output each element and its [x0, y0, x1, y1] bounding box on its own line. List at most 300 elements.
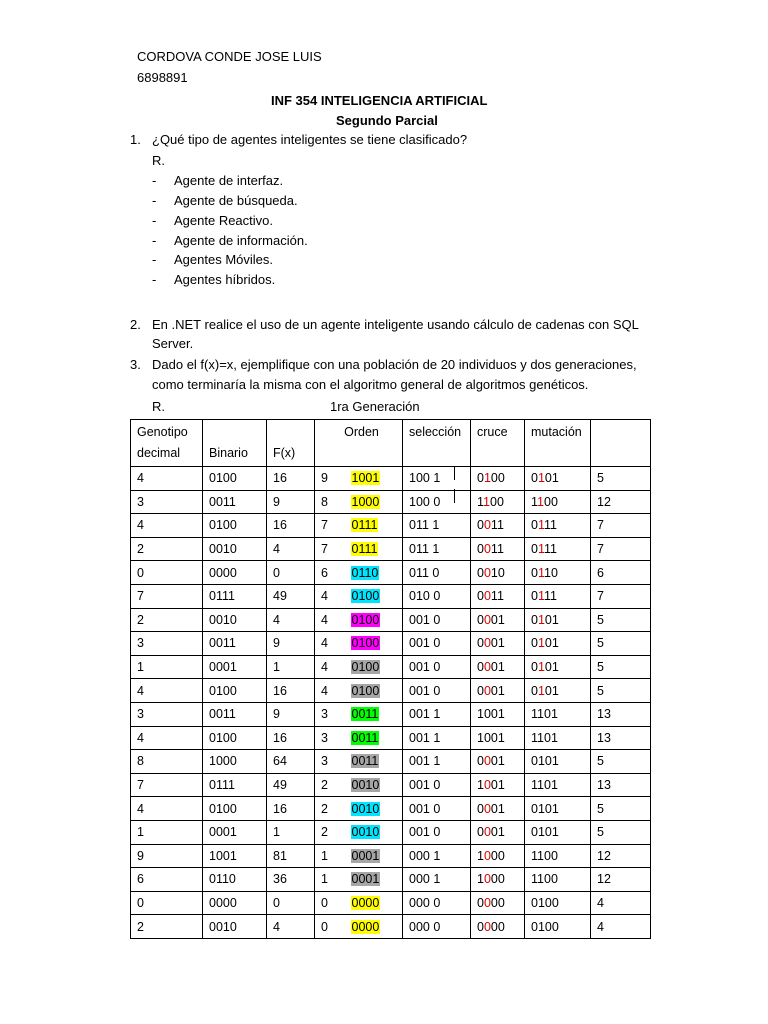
- bit: 1: [490, 518, 497, 533]
- cell-crossover: [471, 797, 525, 821]
- list-item-text: Agentes Móviles.: [174, 252, 273, 267]
- crossover-marker: [454, 466, 455, 480]
- bit: 0: [497, 872, 505, 887]
- bit: 0: [477, 518, 484, 533]
- bit: 1: [497, 636, 505, 651]
- bit: 1: [531, 848, 538, 863]
- cell-order-binary: [345, 584, 403, 608]
- cell-decimal: 1: [131, 820, 203, 844]
- cell-order-binary: [345, 679, 403, 703]
- cell-selection: 000 1: [403, 844, 471, 868]
- bit: 0: [483, 660, 491, 675]
- bit: 0: [531, 919, 538, 934]
- cell-result: 6: [591, 561, 651, 585]
- cell-mutation: [525, 750, 591, 774]
- cell-selection: 000 1: [403, 868, 471, 892]
- bit: 1: [551, 660, 559, 675]
- table-row: [131, 844, 651, 868]
- highlighted-binary: 0100: [351, 683, 380, 698]
- cell-order-value: 4: [315, 679, 345, 703]
- bit: 1: [550, 707, 558, 722]
- bit: 0: [531, 542, 538, 557]
- bit: 0: [544, 471, 552, 486]
- header-orden-label: Orden: [344, 425, 379, 439]
- bit: 0: [490, 683, 498, 698]
- cell-fx: 1: [267, 655, 315, 679]
- bit: 0: [531, 683, 538, 698]
- bit: 0: [483, 825, 491, 840]
- cell-order-value: 7: [315, 514, 345, 538]
- cell-binary: 0000: [203, 891, 267, 915]
- cell-result: 5: [591, 797, 651, 821]
- highlighted-binary: 0010: [351, 825, 380, 840]
- cell-selection: 010 0: [403, 584, 471, 608]
- cell-fx: 16: [267, 797, 315, 821]
- question-2-number: 2.: [130, 317, 141, 332]
- cell-mutation: [525, 490, 591, 514]
- answer-list-item: [152, 172, 284, 190]
- cell-decimal: 4: [131, 514, 203, 538]
- cell-decimal: 3: [131, 702, 203, 726]
- cell-crossover: [471, 514, 525, 538]
- bit: 0: [497, 895, 505, 910]
- highlighted-binary: 0000: [351, 919, 380, 934]
- bit: 1: [497, 778, 505, 793]
- cell-crossover: [471, 537, 525, 561]
- bit: 1: [551, 683, 559, 698]
- exam-title: Segundo Parcial: [336, 113, 438, 128]
- cell-order-value: 4: [315, 608, 345, 632]
- cell-decimal: 0: [131, 561, 203, 585]
- highlighted-binary: 1001: [351, 471, 380, 486]
- cell-order-value: 3: [315, 702, 345, 726]
- bit: 1: [531, 778, 538, 793]
- cell-decimal: 1: [131, 655, 203, 679]
- cell-mutation: [525, 608, 591, 632]
- crossover-marker: [454, 489, 455, 503]
- bit: 1: [537, 848, 544, 863]
- cell-crossover: [471, 561, 525, 585]
- table-header-row: [131, 420, 651, 467]
- cell-crossover: [471, 820, 525, 844]
- list-item-text: Agentes híbridos.: [174, 272, 276, 287]
- cell-binary: 0011: [203, 632, 267, 656]
- cell-fx: 9: [267, 490, 315, 514]
- bit: 1: [477, 494, 484, 509]
- cell-crossover: [471, 868, 525, 892]
- cell-order-binary: [345, 632, 403, 656]
- cell-selection: 001 1: [403, 726, 471, 750]
- cell-mutation: [525, 820, 591, 844]
- table-row: [131, 679, 651, 703]
- cell-result: 13: [591, 726, 651, 750]
- bit: 0: [483, 542, 491, 557]
- cell-mutation: [525, 467, 591, 491]
- bit: 0: [543, 707, 551, 722]
- genetic-algorithm-table: [130, 419, 651, 939]
- bit: 0: [477, 660, 484, 675]
- bit: 0: [483, 919, 491, 934]
- bit: 0: [544, 919, 552, 934]
- cell-decimal: 2: [131, 608, 203, 632]
- highlighted-binary: 0110: [351, 565, 379, 580]
- cell-binary: 0100: [203, 467, 267, 491]
- cell-decimal: 2: [131, 915, 203, 939]
- list-bullet: -: [152, 233, 157, 248]
- bit: 0: [544, 825, 552, 840]
- cell-binary: 0100: [203, 514, 267, 538]
- answer-list-item: [152, 271, 276, 289]
- bit: 1: [531, 730, 538, 745]
- cell-order-value: 3: [315, 726, 345, 750]
- bit: 1: [551, 801, 559, 816]
- list-bullet: -: [152, 272, 157, 287]
- bit: 1: [496, 589, 504, 604]
- cell-mutation: [525, 655, 591, 679]
- cell-binary: 0001: [203, 655, 267, 679]
- cell-mutation: [525, 844, 591, 868]
- cell-binary: 0111: [203, 773, 267, 797]
- bit: 0: [483, 565, 491, 580]
- cell-order-value: 2: [315, 797, 345, 821]
- bit: 0: [483, 612, 491, 627]
- bit: 1: [537, 471, 545, 486]
- cell-selection: 000 0: [403, 891, 471, 915]
- cell-binary: 0110: [203, 868, 267, 892]
- cell-order-value: 3: [315, 750, 345, 774]
- question-2-line-2: Server.: [152, 336, 194, 351]
- table-row: [131, 891, 651, 915]
- question-1-answer-label: R.: [152, 153, 165, 168]
- bit: 0: [483, 895, 491, 910]
- bit: 1: [483, 494, 490, 509]
- cell-decimal: 9: [131, 844, 203, 868]
- cell-crossover: [471, 773, 525, 797]
- cell-crossover: [471, 608, 525, 632]
- cell-order-binary: [345, 608, 403, 632]
- bit: 1: [551, 471, 559, 486]
- cell-mutation: [525, 584, 591, 608]
- cell-binary: 0011: [203, 490, 267, 514]
- bit: 1: [537, 636, 545, 651]
- bit: 0: [544, 683, 552, 698]
- bit: 0: [483, 778, 491, 793]
- header-genotipo-label: Genotipo: [137, 425, 188, 439]
- cell-selection: 001 0: [403, 773, 471, 797]
- bit: 0: [490, 660, 498, 675]
- cell-order-value: 7: [315, 537, 345, 561]
- cell-order-binary: [345, 726, 403, 750]
- cell-selection: 000 0: [403, 915, 471, 939]
- bit: 0: [483, 730, 491, 745]
- cell-crossover: [471, 655, 525, 679]
- cell-fx: 0: [267, 891, 315, 915]
- header-seleccion-label: selección: [409, 425, 462, 439]
- cell-fx: 9: [267, 632, 315, 656]
- cell-decimal: 6: [131, 868, 203, 892]
- cell-result: 5: [591, 679, 651, 703]
- answer-list-item: [152, 212, 274, 230]
- table-row: [131, 608, 651, 632]
- cell-binary: 0000: [203, 561, 267, 585]
- table-row: [131, 490, 651, 514]
- cell-fx: 4: [267, 537, 315, 561]
- table-row: [131, 702, 651, 726]
- bit: 1: [550, 589, 557, 604]
- bit: 1: [483, 471, 491, 486]
- bit: 0: [544, 801, 552, 816]
- bit: 1: [551, 636, 559, 651]
- bit: 1: [477, 848, 484, 863]
- bit: 0: [531, 636, 538, 651]
- cell-selection: 001 0: [403, 679, 471, 703]
- highlighted-binary: 0011: [351, 730, 379, 745]
- table-row: [131, 655, 651, 679]
- bit: 1: [537, 801, 545, 816]
- bit: 1: [490, 542, 497, 557]
- cell-mutation: [525, 561, 591, 585]
- cell-fx: 9: [267, 702, 315, 726]
- list-item-text: Agente de interfaz.: [174, 173, 284, 188]
- bit: 0: [550, 872, 558, 887]
- bit: 0: [477, 471, 484, 486]
- bit: 0: [531, 612, 538, 627]
- bit: 1: [537, 919, 545, 934]
- cell-decimal: 7: [131, 773, 203, 797]
- cell-crossover: [471, 702, 525, 726]
- cell-binary: 0011: [203, 702, 267, 726]
- cell-result: 5: [591, 655, 651, 679]
- bit: 1: [537, 589, 544, 604]
- question-2: [130, 316, 639, 334]
- bit: 0: [531, 518, 538, 533]
- bit: 1: [497, 683, 505, 698]
- bit: 0: [489, 494, 497, 509]
- cell-binary: 0100: [203, 679, 267, 703]
- cell-order-binary: [345, 467, 403, 491]
- bit: 0: [477, 636, 484, 651]
- question-3-answer-label: R.: [152, 399, 165, 414]
- course-title: INF 354 INTELIGENCIA ARTIFICIAL: [271, 93, 488, 108]
- list-bullet: -: [152, 252, 157, 267]
- question-3-number: 3.: [130, 357, 141, 372]
- question-1-number: 1.: [130, 132, 141, 147]
- bit: 1: [537, 754, 545, 769]
- question-1: [130, 131, 468, 149]
- cell-binary: 0010: [203, 915, 267, 939]
- bit: 0: [551, 919, 559, 934]
- cell-result: 5: [591, 467, 651, 491]
- bit: 0: [543, 848, 551, 863]
- bit: 1: [477, 872, 484, 887]
- bit: 0: [497, 919, 505, 934]
- bit: 0: [490, 801, 498, 816]
- bit: 0: [543, 778, 551, 793]
- bit: 0: [483, 589, 491, 604]
- cell-decimal: 4: [131, 797, 203, 821]
- cell-decimal: 3: [131, 632, 203, 656]
- cell-order-value: 1: [315, 868, 345, 892]
- bit: 1: [537, 565, 544, 580]
- bit: 0: [531, 801, 538, 816]
- student-id: 6898891: [137, 70, 188, 85]
- highlighted-binary: 0000: [351, 895, 380, 910]
- cell-crossover: [471, 490, 525, 514]
- cell-decimal: 2: [131, 537, 203, 561]
- cell-fx: 49: [267, 584, 315, 608]
- bit: 1: [550, 542, 557, 557]
- bit: 1: [550, 730, 558, 745]
- answer-list-item: [152, 251, 273, 269]
- highlighted-binary: 0001: [351, 848, 380, 863]
- highlighted-binary: 0010: [351, 801, 380, 816]
- bit: 0: [477, 801, 484, 816]
- question-2-line-1: En .NET realice el uso de un agente inteligente usando cálculo de cadenas con SQL: [152, 317, 639, 332]
- cell-order-value: 6: [315, 561, 345, 585]
- question-3-line-2: como terminaría la misma con el algoritmo general de algoritmos genéticos.: [152, 377, 589, 392]
- list-bullet: -: [152, 193, 157, 208]
- highlighted-binary: 0100: [351, 660, 380, 675]
- cell-order-value: 2: [315, 820, 345, 844]
- cell-decimal: 0: [131, 891, 203, 915]
- cell-mutation: [525, 702, 591, 726]
- cell-binary: 0111: [203, 584, 267, 608]
- bit: 0: [550, 848, 558, 863]
- cell-result: 5: [591, 608, 651, 632]
- bit: 1: [497, 707, 505, 722]
- cell-binary: 0010: [203, 608, 267, 632]
- bit: 0: [490, 471, 498, 486]
- cell-selection: 001 0: [403, 797, 471, 821]
- list-item-text: Agente Reactivo.: [174, 213, 274, 228]
- cell-order-binary: [345, 891, 403, 915]
- bit: 0: [490, 872, 498, 887]
- bit: 1: [550, 518, 557, 533]
- bit: 1: [537, 683, 545, 698]
- header-seleccion: [403, 420, 471, 467]
- bit: 1: [497, 825, 505, 840]
- cell-selection: 011 1: [403, 514, 471, 538]
- bit: 0: [550, 565, 558, 580]
- cell-order-binary: [345, 514, 403, 538]
- cell-fx: 4: [267, 608, 315, 632]
- table-row: [131, 467, 651, 491]
- cell-result: 5: [591, 820, 651, 844]
- cell-selection: 001 1: [403, 702, 471, 726]
- bit: 0: [490, 919, 498, 934]
- cell-mutation: [525, 726, 591, 750]
- bit: 0: [497, 471, 505, 486]
- cell-decimal: 8: [131, 750, 203, 774]
- cell-selection: 001 0: [403, 608, 471, 632]
- header-genotipo: [131, 420, 203, 467]
- bit: 1: [496, 542, 504, 557]
- cell-order-value: 8: [315, 490, 345, 514]
- table-row: [131, 584, 651, 608]
- table-row: [131, 820, 651, 844]
- bit: 0: [490, 825, 498, 840]
- bit: 0: [477, 612, 484, 627]
- cell-order-value: 0: [315, 891, 345, 915]
- bit: 0: [531, 895, 538, 910]
- cell-selection: 100 0: [403, 490, 471, 514]
- bit: 0: [483, 636, 491, 651]
- cell-order-binary: [345, 561, 403, 585]
- bit: 0: [543, 494, 551, 509]
- cell-selection: 001 0: [403, 655, 471, 679]
- bit: 1: [543, 542, 551, 557]
- table-row: [131, 773, 651, 797]
- header-cruce: [471, 420, 525, 467]
- cell-crossover: [471, 750, 525, 774]
- table-row: [131, 915, 651, 939]
- bit: 0: [544, 660, 552, 675]
- cell-order-binary: [345, 915, 403, 939]
- highlighted-binary: 0100: [351, 612, 380, 627]
- cell-binary: 0010: [203, 537, 267, 561]
- bit: 0: [477, 895, 484, 910]
- bit: 1: [531, 707, 538, 722]
- table-row: [131, 797, 651, 821]
- cell-crossover: [471, 584, 525, 608]
- cell-result: 4: [591, 891, 651, 915]
- highlighted-binary: 0010: [351, 778, 380, 793]
- cell-fx: 1: [267, 820, 315, 844]
- highlighted-binary: 0111: [351, 518, 378, 533]
- cell-order-value: 0: [315, 915, 345, 939]
- bit: 0: [497, 565, 505, 580]
- bit: 1: [477, 707, 484, 722]
- bit: 0: [490, 754, 498, 769]
- bit: 0: [477, 919, 484, 934]
- answer-list-item: [152, 192, 298, 210]
- bit: 1: [496, 518, 504, 533]
- bit: 0: [490, 778, 498, 793]
- cell-selection: 001 0: [403, 820, 471, 844]
- bit: 0: [497, 848, 505, 863]
- bit: 0: [477, 683, 484, 698]
- cell-crossover: [471, 915, 525, 939]
- cell-crossover: [471, 632, 525, 656]
- cell-fx: 0: [267, 561, 315, 585]
- cell-result: 7: [591, 537, 651, 561]
- header-cruce-label: cruce: [477, 425, 508, 439]
- bit: 0: [483, 518, 491, 533]
- bit: 1: [490, 589, 497, 604]
- cell-order-value: 2: [315, 773, 345, 797]
- bit: 0: [490, 848, 498, 863]
- header-fx: [267, 420, 315, 467]
- bit: 0: [544, 612, 552, 627]
- cell-mutation: [525, 797, 591, 821]
- highlighted-binary: 0011: [351, 707, 379, 722]
- bit: 0: [477, 565, 484, 580]
- cell-crossover: [471, 891, 525, 915]
- bit: 1: [477, 730, 484, 745]
- cell-binary: 0100: [203, 797, 267, 821]
- question-1-text: ¿Qué tipo de agentes inteligentes se tiene clasificado?: [152, 132, 468, 147]
- bit: 0: [483, 801, 491, 816]
- bit: 0: [483, 683, 491, 698]
- cell-selection: 001 1: [403, 750, 471, 774]
- table-row: [131, 750, 651, 774]
- cell-mutation: [525, 632, 591, 656]
- cell-order-binary: [345, 868, 403, 892]
- bit: 0: [477, 589, 484, 604]
- cell-selection: 011 1: [403, 537, 471, 561]
- bit: 0: [477, 754, 484, 769]
- bit: 0: [544, 636, 552, 651]
